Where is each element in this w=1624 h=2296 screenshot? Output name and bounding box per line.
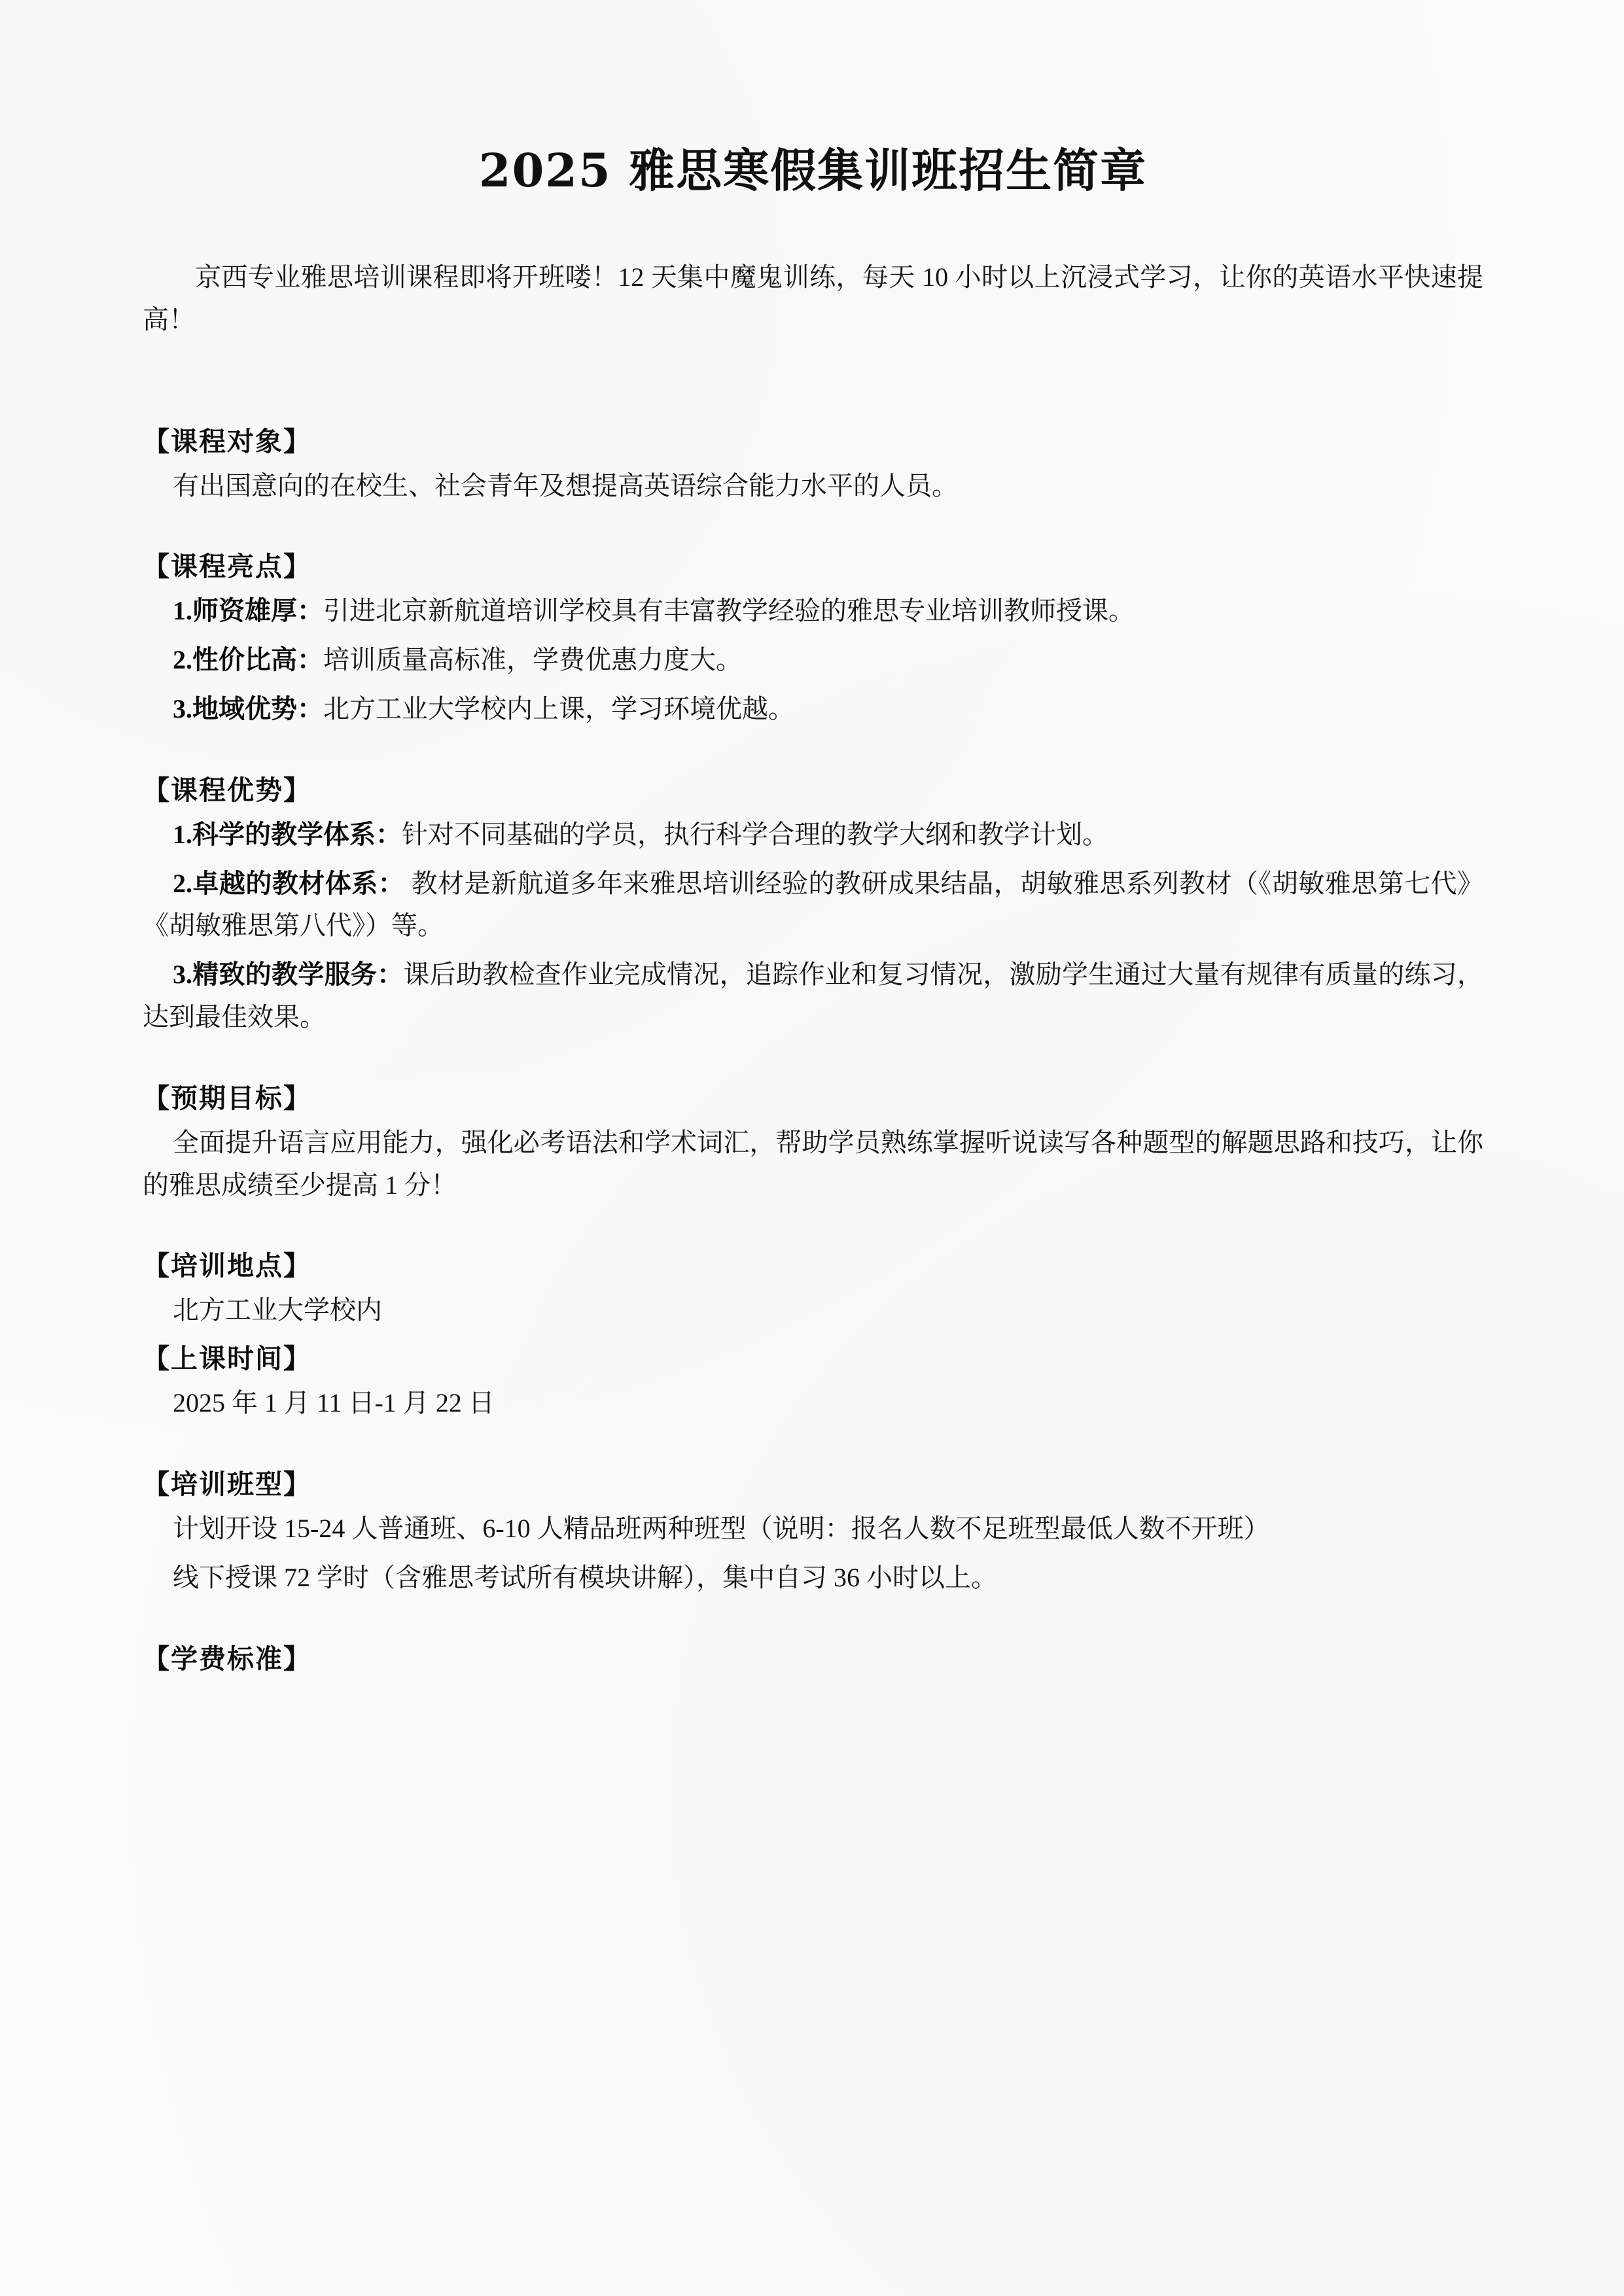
section-tuition-standard: [143, 1637, 1483, 1676]
section-class-time: [143, 1337, 1483, 1425]
highlight-text: 北方工业大学校内上课，学习环境优越。: [323, 693, 794, 723]
section-class-types: [143, 1463, 1483, 1599]
advantage-item: [143, 863, 1483, 948]
advantage-item: [143, 954, 1483, 1039]
section-line: 有出国意向的在校生、社会青年及想提高英语综合能力水平的人员。: [173, 470, 958, 500]
section-line: 计划开设 15-24 人普通班、6-10 人精品班两种班型（说明：报名人数不足班型最低人数不开班）: [173, 1513, 1270, 1543]
highlight-item: [143, 639, 1483, 682]
advantage-text: 课后助教检查作业完成情况，追踪作业和复习情况，激励学生通过大量有规律有质量的练习，达到最佳效果。: [143, 960, 1484, 1032]
advantage-text: 教材是新航道多年来雅思培训经验的教研成果结晶，胡敏雅思系列教材（《胡敏雅思第七代》《胡敏雅思第八代》）等。: [143, 868, 1483, 941]
advantage-label: 1.科学的教学体系：: [173, 819, 402, 849]
section-course-highlights: [143, 545, 1483, 730]
section-heading: 【课程亮点】: [143, 551, 311, 582]
highlight-item: [143, 590, 1483, 633]
section-heading: 【预期目标】: [143, 1083, 311, 1113]
section-line: 全面提升语言应用能力，强化必考语法和学术词汇，帮助学员熟练掌握听说读写各种题型的解题思路和技巧，让你的雅思成绩至少提高 1 分！: [143, 1127, 1483, 1200]
section-course-advantages: [143, 769, 1483, 1039]
highlight-item: [143, 688, 1483, 731]
advantage-item: [143, 814, 1483, 856]
page-title: 2025 雅思寒假集训班招生简章: [478, 143, 1148, 198]
section-training-location: [143, 1244, 1483, 1332]
highlight-text: 培训质量高标准，学费优惠力度大。: [323, 645, 742, 675]
highlight-text: 引进北京新航道培训学校具有丰富教学经验的雅思专业培训教师授课。: [323, 596, 1135, 626]
section-heading: 【上课时间】: [143, 1344, 311, 1374]
section-line: 北方工业大学校内: [173, 1295, 382, 1325]
section-heading: 【培训班型】: [143, 1469, 311, 1499]
section-expected-goals: [143, 1077, 1483, 1207]
section-heading: 【培训地点】: [143, 1251, 311, 1281]
section-line: 线下授课 72 学时（含雅思考试所有模块讲解），集中自习 36 小时以上。: [173, 1562, 997, 1592]
highlight-label: 2.性价比高：: [173, 645, 323, 675]
highlight-label: 1.师资雄厚：: [173, 596, 323, 626]
section-line: 2025 年 1 月 11 日-1 月 22 日: [173, 1388, 495, 1418]
advantage-label: 2.卓越的教材体系：: [173, 868, 405, 898]
section-heading: 【课程对象】: [143, 426, 311, 457]
section-heading: 【学费标准】: [143, 1643, 311, 1674]
section-heading: 【课程优势】: [143, 774, 311, 805]
advantage-label: 3.精致的教学服务：: [173, 960, 404, 990]
section-course-audience: [143, 420, 1483, 508]
highlight-label: 3.地域优势：: [173, 693, 323, 723]
intro-paragraph: 京西专业雅思培训课程即将开班喽！12 天集中魔鬼训练，每天 10 小时以上沉浸式学习，让你的英语水平快速提高！: [143, 262, 1483, 334]
advantage-text: 针对不同基础的学员，执行科学合理的教学大纲和教学计划。: [402, 819, 1108, 849]
